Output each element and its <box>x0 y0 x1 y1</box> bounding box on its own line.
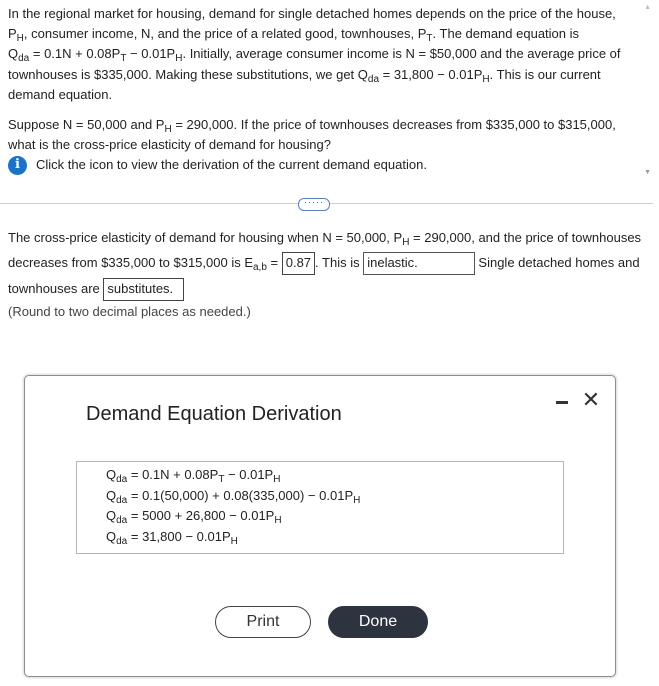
scroll-up-arrow-icon[interactable]: ▲ <box>644 4 651 11</box>
eq-sub: H <box>274 515 282 526</box>
eq-sub: H <box>273 474 281 485</box>
equation-line <box>106 506 563 527</box>
derivation-dialog <box>24 375 616 677</box>
eq-sub: T <box>218 474 225 485</box>
dialog-title: Demand Equation Derivation <box>86 403 342 425</box>
relationship-dropdown[interactable]: substitutes. <box>103 278 184 301</box>
equation-line <box>106 486 563 507</box>
q-text: . This is our current <box>489 66 601 82</box>
q-text: demand equation. <box>8 86 113 102</box>
eq-sub: da <box>116 535 128 547</box>
a-sub: H <box>402 237 410 248</box>
equation-box <box>76 461 564 554</box>
q-sub: H <box>175 53 183 65</box>
q-text: P <box>8 26 17 42</box>
q-text: P <box>417 26 427 42</box>
a-text: townhouses are <box>8 280 104 296</box>
elasticity-type-dropdown[interactable]: inelastic. <box>363 252 475 275</box>
a-text: = 290,000, and the price of townhouses <box>409 230 642 245</box>
done-button[interactable]: Done <box>328 606 428 638</box>
eq-text: Q <box>106 508 117 523</box>
eq-sub: H <box>353 494 361 506</box>
a-text: . This is <box>315 254 364 270</box>
question-paragraph-1 <box>8 4 636 105</box>
eq-text: − 0.01P <box>224 467 274 482</box>
q-sub: T <box>426 33 433 45</box>
eq-text: Q <box>106 467 117 482</box>
q-sub: da <box>367 73 380 85</box>
eq-sub: da <box>116 474 128 485</box>
a-text: Single detached homes and <box>474 254 640 270</box>
expand-button[interactable]: ····· <box>298 198 330 211</box>
q-text: townhouses is $335,000. Making these substitutions, we get Q <box>8 66 368 82</box>
a-text: = <box>266 254 282 270</box>
close-icon[interactable]: ✕ <box>581 387 601 412</box>
q-sub: H <box>164 124 172 136</box>
q-sub: H <box>16 33 24 45</box>
q-text: In the regional market for housing, demand for single detached homes depends on the price of the house, <box>8 6 616 21</box>
q-text: . Initially, average consumer income is N = $50,000 and the average price of <box>182 46 621 62</box>
answer-line-3 <box>8 278 184 301</box>
eq-sub: da <box>116 494 128 506</box>
a-text: The cross-price elasticity of demand for housing when N = 50,000, P <box>8 230 403 245</box>
q-text: Suppose N = 50,000 and P <box>8 117 165 133</box>
eq-text: = 0.1N + 0.08P <box>127 467 219 482</box>
rounding-note: (Round to two decimal places as needed.) <box>8 304 251 319</box>
q-sub: da <box>18 53 30 65</box>
eq-sub: da <box>116 515 128 526</box>
q-sub: T <box>120 53 127 65</box>
equation-line <box>106 527 563 548</box>
info-line <box>8 155 636 175</box>
info-icon[interactable]: i <box>8 156 27 175</box>
answer-line-2 <box>8 252 640 275</box>
print-button[interactable]: Print <box>215 606 311 638</box>
scroll-down-arrow-icon[interactable]: ▼ <box>644 169 651 176</box>
q-text: , consumer income, N, and the price of a related good, townhouses, <box>23 26 418 42</box>
q-text: . The demand equation is <box>432 26 580 42</box>
eq-text: = 31,800 − 0.01P <box>127 528 231 544</box>
minimize-icon[interactable] <box>553 392 571 412</box>
q-text: = 290,000. If the price of townhouses decreases from $335,000 to $315,000, <box>171 117 616 133</box>
answer-line-1 <box>8 230 642 248</box>
question-paragraph-2 <box>8 115 636 155</box>
elasticity-answer-box[interactable]: 0.87 <box>282 252 315 275</box>
a-text: decreases from $335,000 to $315,000 is E <box>8 254 253 270</box>
q-text: Q <box>8 46 19 62</box>
q-text: what is the cross-price elasticity of demand for housing? <box>8 137 331 153</box>
eq-text: = 5000 + 26,800 − 0.01P <box>127 508 275 523</box>
eq-text: Q <box>106 487 117 503</box>
minimize-bar <box>556 401 568 404</box>
question-text <box>8 4 636 175</box>
equation-line <box>106 465 563 486</box>
q-text: − 0.01P <box>126 46 176 62</box>
eq-text: = 0.1(50,000) + 0.08(335,000) − 0.01P <box>127 487 354 503</box>
q-text: = 0.1N + 0.08P <box>29 46 121 62</box>
eq-text: Q <box>106 528 117 544</box>
q-text: = 31,800 − 0.01P <box>379 66 483 82</box>
eq-sub: H <box>230 535 238 547</box>
info-text: Click the icon to view the derivation of the current demand equation. <box>36 157 427 173</box>
q-sub: H <box>482 73 490 85</box>
a-sub: a,b <box>253 261 267 273</box>
